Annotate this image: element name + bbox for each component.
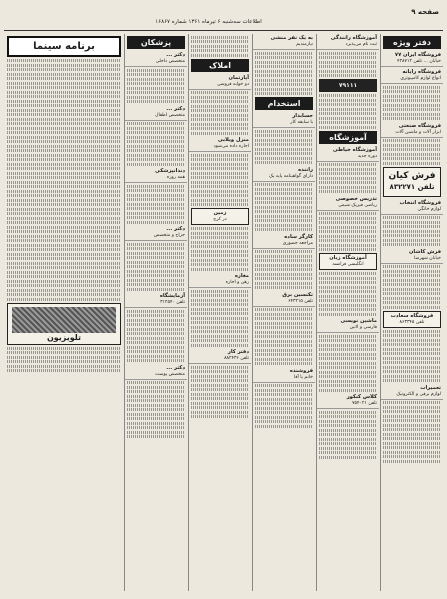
ad-item: مغازه رهن و اجاره bbox=[189, 272, 251, 288]
ad-item: آموزشگاه رانندگی ثبت نام می‌پذیرد bbox=[317, 34, 379, 50]
phone-ad: ۷۹۱۱۱ bbox=[319, 79, 377, 92]
ad-item: تکنسین برق تلفن ۶۴۳۲۱۵ bbox=[253, 291, 315, 307]
text-lines bbox=[253, 52, 315, 96]
ad-item: دندانپزشکی همه روزه bbox=[125, 167, 187, 183]
text-lines bbox=[381, 330, 443, 383]
ad-item: فروشگاه رایانه انواع لوازم کامپیوتری bbox=[381, 68, 443, 84]
text-lines bbox=[189, 227, 251, 271]
ad-item: دکتر ... متخصص داخلی bbox=[125, 51, 187, 67]
ad-item: تعمیرات لوازم برقی و الکترونیک bbox=[381, 384, 443, 400]
text-lines bbox=[189, 290, 251, 347]
tv-ad: تلویزیون bbox=[7, 303, 121, 345]
ad-item: دکتر ... جراح و متخصص bbox=[125, 225, 187, 241]
text-lines bbox=[381, 265, 443, 309]
ad-item: فرش کاشان خیابان شهرضا bbox=[381, 248, 443, 264]
page-header bbox=[4, 6, 443, 31]
text-lines bbox=[189, 366, 251, 419]
column-5 bbox=[124, 34, 187, 591]
text-lines bbox=[125, 310, 187, 363]
column-heading: استخدام bbox=[255, 97, 313, 110]
text-lines bbox=[381, 216, 443, 246]
text-lines bbox=[253, 183, 315, 231]
text-lines bbox=[317, 411, 379, 459]
text-lines bbox=[317, 94, 379, 129]
text-lines bbox=[125, 381, 187, 438]
text-lines bbox=[125, 185, 187, 224]
column-heading: آموزشگاه bbox=[319, 131, 377, 144]
ad-item: زمین در کرج bbox=[191, 208, 249, 225]
page-number: صفحه ۹ bbox=[411, 8, 439, 16]
ad-item: کارگر ساده مراجعه حضوری bbox=[253, 233, 315, 249]
ad-item: تدریس خصوصی ریاضی فیزیک شیمی bbox=[317, 195, 379, 211]
tv-ad-image bbox=[12, 307, 116, 333]
ad-item: فروشگاه ایران ۷۷ خیابان ... تلفن ۴۲۸۷۱۲ bbox=[381, 51, 443, 67]
text-lines bbox=[5, 59, 123, 301]
column-heading: املاک bbox=[191, 59, 249, 72]
text-lines bbox=[253, 384, 315, 428]
column-heading: دفتر ویژه bbox=[383, 36, 441, 49]
carpet-ad: فرش کیان تلفن ۸۳۲۲۷۱ bbox=[383, 167, 441, 197]
text-lines bbox=[317, 335, 379, 392]
text-lines bbox=[381, 139, 443, 165]
ad-item: آموزشگاه زبان انگلیسی فرانسه bbox=[319, 253, 377, 270]
text-lines bbox=[125, 69, 187, 104]
ad-item: دفتر کار تلفن ۸۸۲۴۳۶ bbox=[189, 348, 251, 364]
dateline: اطلاعات سه‌شنبه ۶ تیرماه ۱۳۶۱ شماره ۱۶۸۶۷ bbox=[155, 19, 262, 25]
ad-item: ماشین نویسی فارسی و لاتین bbox=[317, 317, 379, 333]
ad-item: آپارتمان دو خوابه فروشی bbox=[189, 74, 251, 90]
text-lines bbox=[253, 130, 315, 165]
ad-item: آموزشگاه خیاطی دوره جدید bbox=[317, 146, 379, 162]
text-lines bbox=[253, 250, 315, 289]
text-lines bbox=[317, 52, 379, 78]
ad-item: کلاس کنکور تلفن ۷۵۴۰۲۱ bbox=[317, 393, 379, 409]
text-lines bbox=[125, 243, 187, 291]
ad-item: آزمایشگاه تلفن ۳۱۲۵۴۰ bbox=[125, 292, 187, 308]
text-lines bbox=[189, 154, 251, 207]
text-lines bbox=[317, 163, 379, 193]
ad-item: منزل ویلایی اجاره داده می‌شود bbox=[189, 136, 251, 152]
ad-item: دکتر ... متخصص اطفال bbox=[125, 105, 187, 121]
column-3 bbox=[252, 34, 315, 591]
column-heading: پزشکان bbox=[127, 36, 185, 49]
cinema-banner: برنامه سینما bbox=[7, 36, 121, 57]
text-lines bbox=[317, 212, 379, 251]
ad-item: به یک نفر منشی نیازمندیم bbox=[253, 34, 315, 50]
text-lines bbox=[189, 36, 251, 57]
text-lines bbox=[5, 347, 123, 373]
ad-item: فروشگاه سعادت تلفن ۸۶۳۳۴۵ bbox=[383, 311, 441, 328]
ad-item: دکتر ... متخصص پوست bbox=[125, 364, 187, 380]
ad-item: فروشنده خانم یا آقا bbox=[253, 367, 315, 383]
text-lines bbox=[317, 272, 379, 316]
column-2 bbox=[316, 34, 379, 591]
text-lines bbox=[381, 401, 443, 463]
ad-item: حسابدار با سابقه کار bbox=[253, 112, 315, 128]
column-4 bbox=[188, 34, 251, 591]
ad-item: راننده دارای گواهینامه پایه یک bbox=[253, 166, 315, 182]
column-left bbox=[5, 34, 123, 591]
text-lines bbox=[381, 86, 443, 121]
ad-item: فروشگاه صنعتی ابزار آلات و ماشین آلات bbox=[381, 122, 443, 138]
column-1 bbox=[380, 34, 443, 591]
text-lines bbox=[125, 122, 187, 166]
text-lines bbox=[253, 308, 315, 365]
text-lines bbox=[189, 91, 251, 135]
ad-item: فروشگاه انتخاب لوازم خانگی bbox=[381, 199, 443, 215]
